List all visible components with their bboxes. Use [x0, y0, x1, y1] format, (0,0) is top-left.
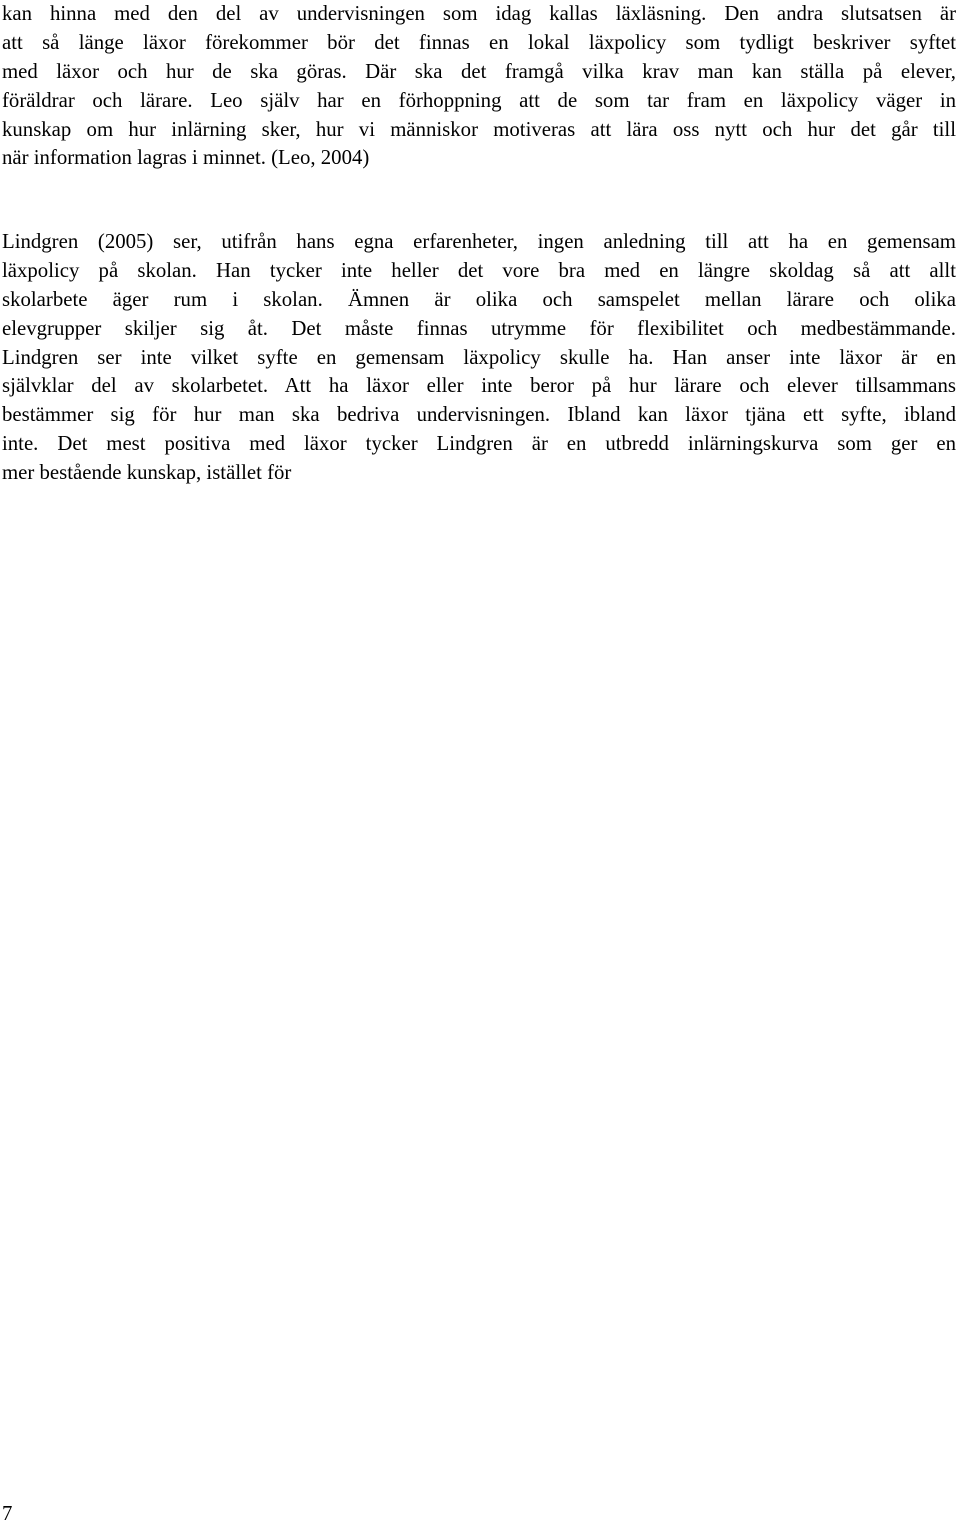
paragraph-line: kunskap om hur inlärning sker, hur vi människor motiveras att lära oss nytt och hur det går till: [2, 117, 956, 141]
paragraph-line: elevgrupper skiljer sig åt. Det måste finnas utrymme för flexibilitet och medbestämmande.: [2, 316, 956, 340]
paragraph-line: Lindgren (2005) ser, utifrån hans egna erfarenheter, ingen anledning till att ha en gemensam: [2, 230, 956, 253]
paragraph-line: inte. Det mest positiva med läxor tycker Lindgren är en utbredd inlärningskurva som ger en: [2, 432, 956, 456]
paragraph-line: kan hinna med den del av undervisningen som idag kallas läxläsning. Den andra slutsatsen är: [2, 2, 956, 25]
paragraph-line: med läxor och hur de ska göras. Där ska det framgå vilka krav man kan ställa på elever,: [2, 59, 956, 83]
paragraph-line: Lindgren ser inte vilket syfte en gemensam läxpolicy skulle ha. Han anser inte läxor är en: [2, 345, 956, 369]
page-number: 7: [2, 1502, 13, 1525]
paragraph-2: [2, 228, 956, 488]
paragraph-line: att så länge läxor förekommer bör det finnas en lokal läxpolicy som tydligt beskriver syftet: [2, 30, 956, 54]
paragraph-1: [2, 0, 956, 173]
paragraph-line: bestämmer sig för hur man ska bedriva undervisningen. Ibland kan läxor tjäna ett syfte, ibland: [2, 403, 956, 427]
paragraph-line: självklar del av skolarbetet. Att ha läxor eller inte beror på hur lärare och elever tillsammans: [2, 374, 956, 398]
paragraph-line: läxpolicy på skolan. Han tycker inte heller det vore bra med en längre skoldag så att allt: [2, 258, 956, 282]
paragraph-line: föräldrar och lärare. Leo själv har en förhoppning att de som tar fram en läxpolicy väger in: [2, 88, 956, 112]
paragraph-line: skolarbete äger rum i skolan. Ämnen är olika och samspelet mellan lärare och olika: [2, 287, 956, 311]
paragraph-line: mer bestående kunskap, istället för: [2, 461, 292, 485]
paragraph-line: när information lagras i minnet. (Leo, 2004): [2, 146, 370, 170]
